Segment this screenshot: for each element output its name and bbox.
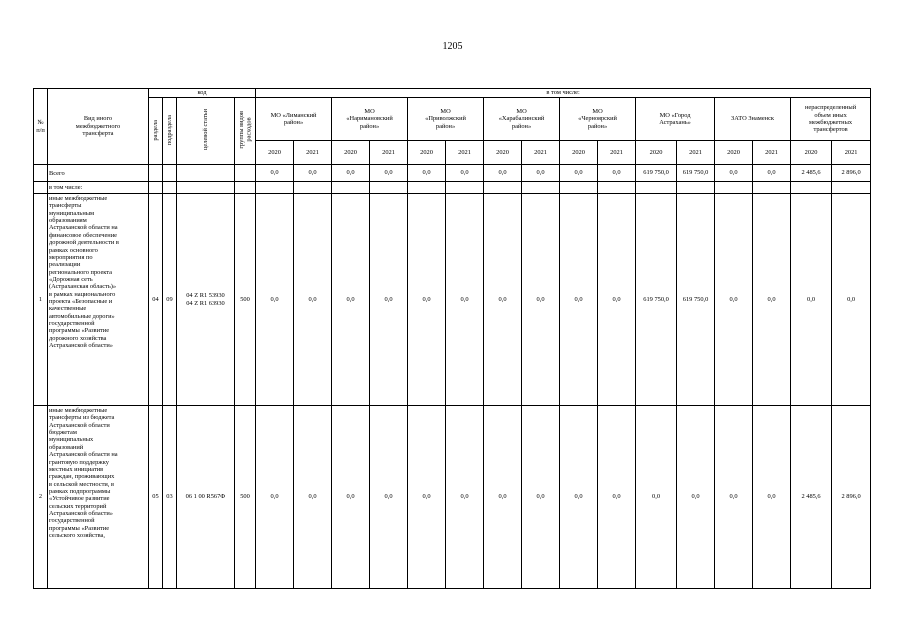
header-group-narimanovsky: МО «Наримановский район» xyxy=(332,98,408,141)
header-year: 2020 xyxy=(332,141,370,165)
row-value: 0,0 xyxy=(753,406,791,589)
total-value: 0,0 xyxy=(256,165,294,182)
row-value: 0,0 xyxy=(560,406,598,589)
row-vid: 500 xyxy=(235,406,256,589)
header-year: 2021 xyxy=(677,141,715,165)
header-year: 2021 xyxy=(753,141,791,165)
header-year: 2021 xyxy=(598,141,636,165)
header-year: 2020 xyxy=(791,141,832,165)
row-value: 0,0 xyxy=(636,406,677,589)
row-razdel: 04 xyxy=(149,194,163,406)
header-razdela: раздела xyxy=(149,98,163,165)
row-value: 0,0 xyxy=(677,406,715,589)
total-value: 0,0 xyxy=(484,165,522,182)
total-value: 0,0 xyxy=(446,165,484,182)
in-that-number-row xyxy=(34,182,871,194)
header-group-privolzhsky: МО «Приволжский район» xyxy=(408,98,484,141)
header-year: 2021 xyxy=(446,141,484,165)
row-value: 0,0 xyxy=(753,194,791,406)
row-podrazdel: 09 xyxy=(163,194,177,406)
header-group-kharabalinsky: МО «Харабалинский район» xyxy=(484,98,560,141)
row-value: 0,0 xyxy=(370,194,408,406)
total-value: 619 750,0 xyxy=(636,165,677,182)
total-value: 2 896,0 xyxy=(832,165,871,182)
total-value: 0,0 xyxy=(294,165,332,182)
row-podrazdel: 03 xyxy=(163,406,177,589)
total-value: 0,0 xyxy=(598,165,636,182)
row-kbk-2: 04 Z R1 63930 xyxy=(186,299,225,307)
row-value: 0,0 xyxy=(332,406,370,589)
row-value: 0,0 xyxy=(294,194,332,406)
header-podrazdela: подраздела xyxy=(163,98,177,165)
total-value: 0,0 xyxy=(332,165,370,182)
header-v-tom-chisle: в том числе: xyxy=(256,89,871,98)
header-group-chernoyarsky: МО «Черноярский район» xyxy=(560,98,636,141)
row-value: 0,0 xyxy=(522,194,560,406)
row-value: 619 750,0 xyxy=(677,194,715,406)
page-number: 1205 xyxy=(442,41,463,52)
header-group-unallocated: нераспределенный объем иных межбюджетных трансфертов xyxy=(791,98,871,141)
row-value: 0,0 xyxy=(715,194,753,406)
row-number: 1 xyxy=(34,194,48,406)
row-vid: 500 xyxy=(235,194,256,406)
in-that-number-label: в том числе: xyxy=(48,182,149,194)
row-value: 0,0 xyxy=(598,194,636,406)
row-value: 0,0 xyxy=(522,406,560,589)
header-year: 2021 xyxy=(370,141,408,165)
total-value: 0,0 xyxy=(560,165,598,182)
header-gruppy-vidov: группы видов расходов xyxy=(235,98,256,165)
row-kbk xyxy=(177,194,235,406)
header-year: 2020 xyxy=(408,141,446,165)
row-number: 2 xyxy=(34,406,48,589)
header-transfer-type: Вид иного межбюджетного трансферта xyxy=(48,89,149,165)
table-row xyxy=(34,194,871,406)
total-value: 619 750,0 xyxy=(677,165,715,182)
row-value: 0,0 xyxy=(408,406,446,589)
header-number: № п/п xyxy=(34,89,48,165)
row-label: иные межбюджетные трансферты из бюджета Астраханской области бюджетам муниципальных образований Астраханской области на грантовую поддержку местных инициатив граждан, проживающих в сельской местности, в рамках подпрограммы «Устойчивое развитие сельских территорий Астраханской области» государственной программы «Развитие сельского хозяйства, xyxy=(48,406,149,589)
total-value: 0,0 xyxy=(408,165,446,182)
row-kbk-1: 04 Z R1 53930 xyxy=(186,292,225,300)
header-year: 2020 xyxy=(560,141,598,165)
row-value: 0,0 xyxy=(370,406,408,589)
total-value: 0,0 xyxy=(753,165,791,182)
transfers-table xyxy=(33,88,871,589)
header-group-astrakhan: МО «Город Астрахань» xyxy=(636,98,715,141)
header-group-znamensk: ЗАТО Знаменск xyxy=(715,98,791,141)
total-label: Всего xyxy=(48,165,149,182)
header-kod: код xyxy=(149,89,256,98)
total-value: 0,0 xyxy=(522,165,560,182)
row-value: 0,0 xyxy=(832,194,871,406)
row-value: 2 896,0 xyxy=(832,406,871,589)
row-value: 0,0 xyxy=(791,194,832,406)
header-year: 2020 xyxy=(256,141,294,165)
row-value: 0,0 xyxy=(715,406,753,589)
row-value: 0,0 xyxy=(332,194,370,406)
header-year: 2020 xyxy=(484,141,522,165)
header-year: 2020 xyxy=(715,141,753,165)
total-value: 0,0 xyxy=(715,165,753,182)
row-value: 0,0 xyxy=(484,406,522,589)
row-value: 0,0 xyxy=(256,194,294,406)
row-value: 0,0 xyxy=(446,406,484,589)
row-value: 0,0 xyxy=(446,194,484,406)
row-kbk-1: 06 1 00 R567Ф xyxy=(185,493,226,501)
table-row xyxy=(34,406,871,589)
row-value: 0,0 xyxy=(294,406,332,589)
row-value: 0,0 xyxy=(256,406,294,589)
header-year: 2021 xyxy=(522,141,560,165)
header-year: 2021 xyxy=(832,141,871,165)
header-celevoi-stati: целевой статьи xyxy=(177,98,235,165)
row-value: 0,0 xyxy=(484,194,522,406)
row-value: 2 485,6 xyxy=(791,406,832,589)
row-value: 0,0 xyxy=(598,406,636,589)
total-value: 2 485,6 xyxy=(791,165,832,182)
row-value: 0,0 xyxy=(560,194,598,406)
row-value: 619 750,0 xyxy=(636,194,677,406)
total-value: 0,0 xyxy=(370,165,408,182)
row-razdel: 05 xyxy=(149,406,163,589)
row-label: иные межбюджетные трансферты муниципальным образованиям Астраханской области на финансовое обеспечение дорожной деятельности в рамках основного мероприятия по реализации регионального проекта «Дорожная сеть (Астраханская область)» в рамках национального проекта «Безопасные и качественные автомобильные дороги» государственной программы «Развитие дорожного хозяйства Астраханской области» xyxy=(48,194,149,406)
total-row xyxy=(34,165,871,182)
header-year: 2021 xyxy=(294,141,332,165)
row-value: 0,0 xyxy=(408,194,446,406)
row-kbk xyxy=(177,406,235,589)
header-year: 2020 xyxy=(636,141,677,165)
header-group-limansky: МО «Лиманский район» xyxy=(256,98,332,141)
